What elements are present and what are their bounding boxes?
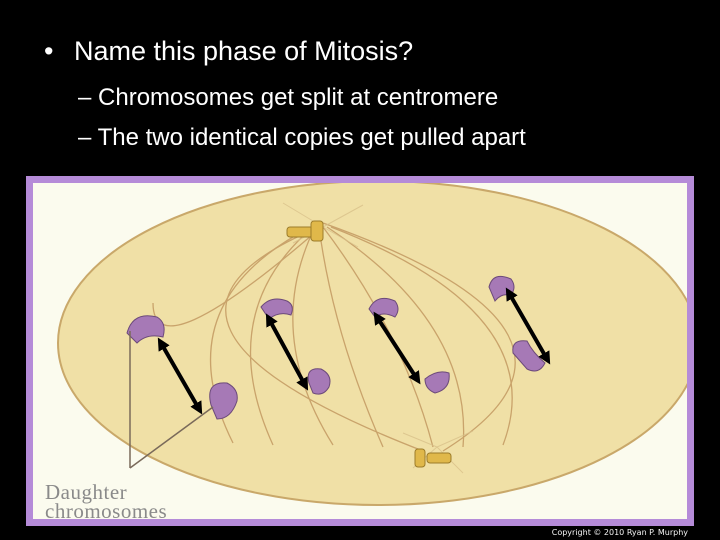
sub-bullet-pulled: – The two identical copies get pulled apart xyxy=(78,124,526,151)
bullet-question-text: Name this phase of Mitosis? xyxy=(74,36,414,66)
label-line-2: chromosomes xyxy=(45,499,168,519)
chromosome-2b xyxy=(308,369,330,394)
sub-bullet-split: – Chromosomes get split at centromere xyxy=(78,84,499,111)
cell-diagram xyxy=(33,183,687,519)
bullet-list xyxy=(0,0,720,170)
cell-body xyxy=(58,183,687,505)
anaphase-illustration xyxy=(26,176,694,526)
illustration-canvas xyxy=(33,183,687,519)
bullet-dot: • xyxy=(44,36,54,66)
label-line-1: Daughter xyxy=(45,480,128,504)
copyright-text: Copyright © 2010 Ryan P. Murphy xyxy=(551,528,688,537)
bullet-question xyxy=(44,36,413,67)
daughter-chromosomes-label xyxy=(45,480,168,519)
